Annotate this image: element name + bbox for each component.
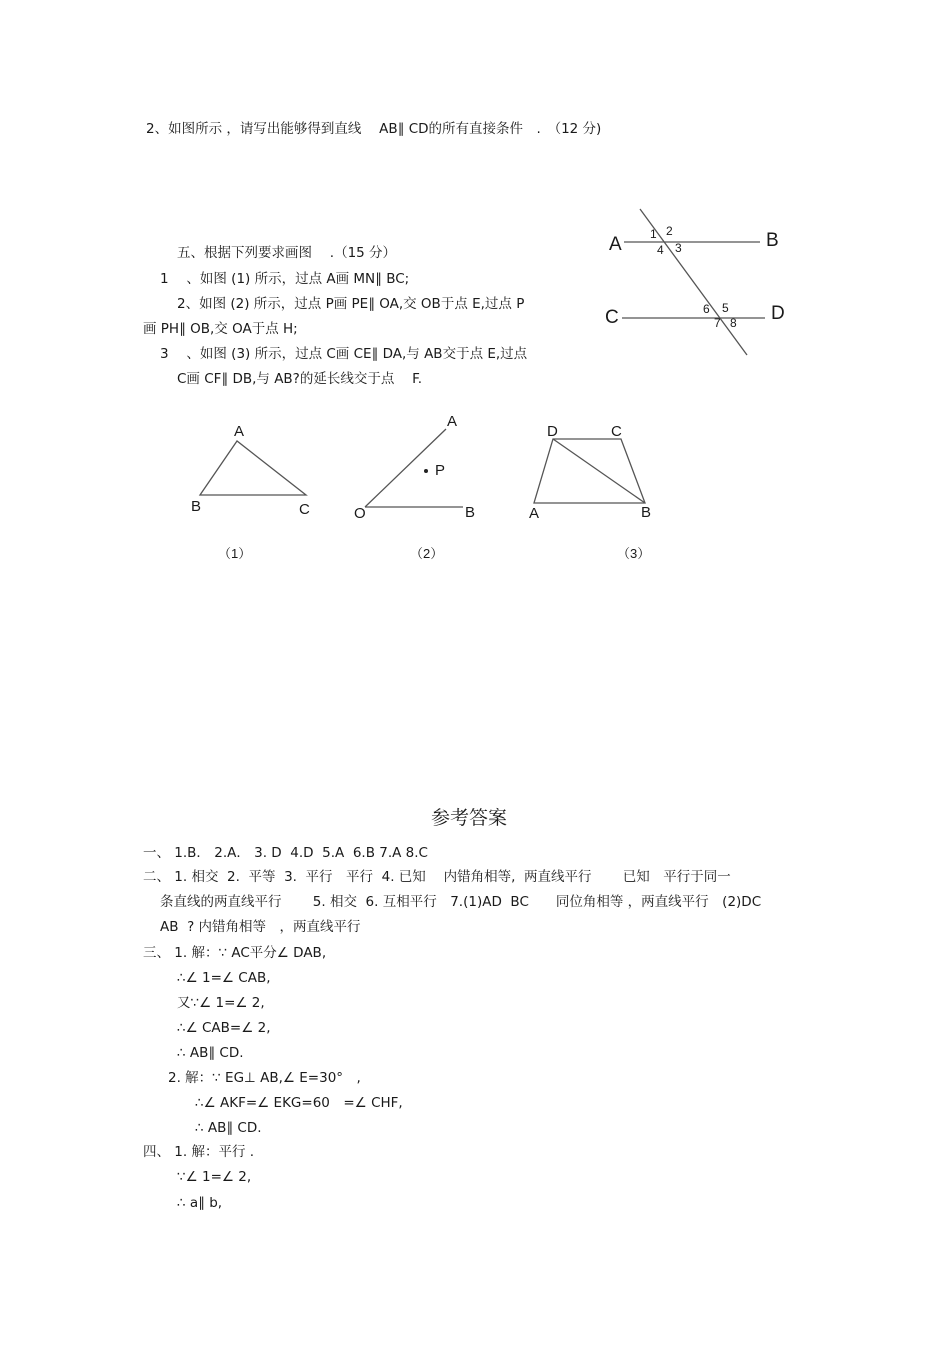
answers-section-3-line-2: ∴∠ 1=∠ CAB, (177, 970, 271, 986)
answers-section-4-line-1: 四、 1. 解：平行 . (143, 1144, 255, 1160)
diagonal-db (553, 439, 645, 503)
answers-section-3-line-5: ∴ AB∥ CD. (177, 1045, 244, 1061)
section-5-item-3-line-2: C画 CF∥ DB,与 AB?的延长线交于点 F. (177, 371, 423, 387)
section-5-heading: 五、根据下列要求画图 .（15 分） (177, 245, 397, 261)
fig1-label-b: B (191, 498, 202, 515)
angle-6: 6 (703, 302, 710, 316)
answers-title: 参考答案 (431, 807, 508, 829)
fig2-label-o: O (354, 505, 366, 522)
point-p (424, 469, 428, 473)
label-b: B (766, 230, 779, 251)
answers-section-3-line-3: 又∵∠ 1=∠ 2, (177, 995, 265, 1011)
label-d: D (771, 303, 785, 324)
angle-1: 1 (650, 227, 657, 241)
ray-oa (365, 429, 446, 507)
triangle-abc (200, 441, 306, 495)
section-5-item-3-line-1: 3 、如图 (3) 所示，过点 C画 CE∥ DA,与 AB交于点 E,过点 (160, 346, 528, 362)
fig3-label-c: C (611, 423, 622, 440)
figure-2-angle (350, 405, 490, 565)
answers-section-3-line-1: 三、 1. 解：∵ AC平分∠ DAB, (143, 945, 327, 961)
fig3-label-b: B (641, 504, 652, 521)
answers-section-4-line-2: ∵∠ 1=∠ 2, (177, 1169, 252, 1185)
answers-section-1: 一、 1.B． 2.A． 3. D 4.D 5.A 6.B 7.A 8.C (143, 845, 428, 861)
fig2-label-p: P (435, 462, 446, 479)
answers-section-3-line-8: ∴ AB∥ CD. (195, 1120, 262, 1136)
parallel-lines-figure (600, 200, 800, 365)
fig3-label-a: A (529, 505, 540, 522)
fig3-label-d: D (547, 423, 558, 440)
fig1-label-c: C (299, 501, 310, 518)
answers-section-3-line-4: ∴∠ CAB=∠ 2, (177, 1020, 271, 1036)
angle-5: 5 (722, 301, 729, 315)
fig1-label-a: A (234, 423, 245, 440)
fig1-caption: （1） (218, 546, 252, 561)
answers-section-3-line-6: 2. 解：∵ EG⊥ AB,∠ E=30° , (168, 1070, 361, 1086)
trapezoid-abcd (534, 439, 645, 503)
angle-4: 4 (657, 243, 664, 257)
section-5-item-2-line-2: 画 PH∥ OB,交 OA于点 H; (143, 321, 298, 337)
fig3-caption: （3） (617, 546, 651, 561)
angle-3: 3 (675, 241, 682, 255)
answers-section-2-line-3: AB ? 内错角相等 ，两直线平行 (160, 919, 361, 935)
answers-section-2-line-1: 二、 1. 相交 2. 平等 3. 平行 平行 4. 已知 内错角相等, 两直线平行 已知 平行于同一 (143, 869, 731, 885)
section-5-item-2-line-1: 2、如图 (2) 所示，过点 P画 PE∥ OA,交 OB于点 E,过点 P (177, 296, 525, 312)
fig2-caption: （2） (410, 546, 444, 561)
question-2-text: 2、如图所示 ，请写出能够得到直线 AB∥ CD的所有直接条件 . （12 分) (146, 121, 602, 137)
fig2-label-b: B (465, 504, 476, 521)
answers-section-2-line-2: 条直线的两直线平行 5. 相交 6. 互相平行 7.(1)AD BC 同位角相等 ，两直线平行 (2)DC (160, 894, 762, 910)
section-5-item-1: 1 、如图 (1) 所示，过点 A画 MN∥ BC; (160, 271, 410, 287)
answers-section-4-line-3: ∴ a∥ b, (177, 1195, 223, 1211)
figure-1-triangle (180, 415, 330, 565)
angle-7: 7 (714, 316, 721, 330)
label-c: C (605, 307, 619, 328)
angle-8: 8 (730, 316, 737, 330)
figure-3-trapezoid (520, 415, 670, 565)
fig2-label-a: A (447, 413, 458, 430)
label-a: A (609, 234, 622, 255)
angle-2: 2 (666, 224, 673, 238)
answers-section-3-line-7: ∴∠ AKF=∠ EKG=60 =∠ CHF, (195, 1095, 403, 1111)
